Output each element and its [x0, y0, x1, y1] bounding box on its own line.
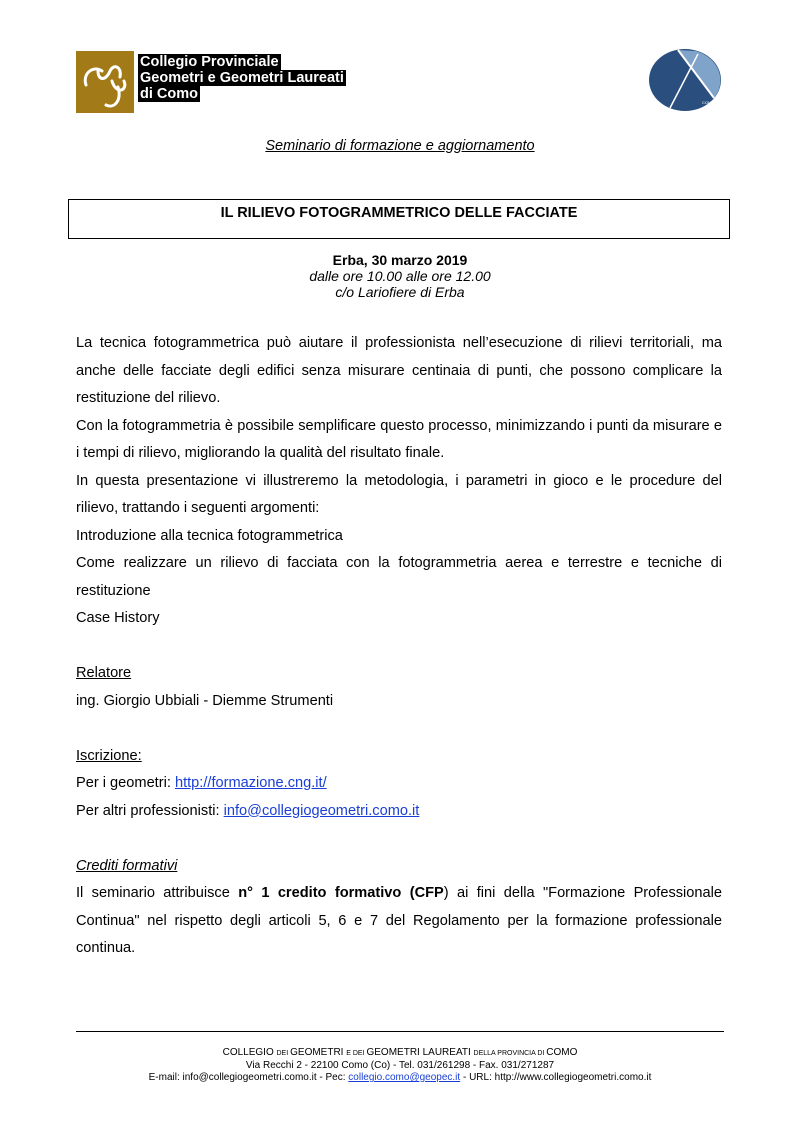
footer-address: Via Recchi 2 - 22100 Como (Co) - Tel. 031/261298 - Fax. 031/271287	[245, 1060, 555, 1071]
document-body	[76, 330, 722, 963]
footer-org-part: E DEI	[346, 1050, 367, 1057]
footer-org	[0, 1047, 800, 1060]
registration-heading: Iscrizione:	[76, 747, 142, 764]
topic-item: Come realizzare un rilievo di facciata con la fotogrammetria aerea e terrestre e tecniche di restituzione	[76, 555, 722, 599]
registration-others-label: Per altri professionisti:	[76, 802, 224, 819]
event-hours: dalle ore 10.00 alle ore 12.00	[309, 268, 491, 284]
body-paragraph-1: La tecnica fotogrammetrica può aiutare il professionista nell’esecuzione di rilievi territoriali, ma anche delle facciate degli edifici senza misurare centinaia di punti, che possono complicare la restituzione del rilievo.	[76, 335, 722, 406]
speaker-heading: Relatore	[76, 665, 132, 681]
college-logo	[76, 51, 356, 113]
logo-line-3: di Como	[140, 86, 198, 102]
footer-contacts	[0, 1072, 800, 1084]
footer-org-part: DEI	[276, 1050, 291, 1057]
college-logo-text	[138, 54, 346, 102]
footer-divider	[76, 1031, 724, 1032]
credits-text-end: ) ai fini della "Formazione Professionale Continua" nel rispetto degli articoli 5, 6 e 7 del Regolamento per la formazione professionale continua.	[76, 885, 722, 956]
footer	[0, 1047, 800, 1084]
credits-text	[76, 880, 722, 963]
footer-org-part: DELLA PROVINCIA DI	[473, 1050, 547, 1057]
credits-bold: n° 1 credito formativo (CFP	[238, 885, 444, 901]
event-date: Erba, 30 marzo 2019	[332, 252, 468, 268]
topic-item: Introduzione alla tecnica fotogrammetrica	[76, 527, 343, 544]
footer-url: - URL: http://www.collegiogeometri.como.it	[460, 1072, 652, 1083]
footer-org-part: GEOMETRI	[290, 1047, 347, 1058]
event-info	[0, 252, 800, 300]
cng-logo-mark	[76, 51, 134, 113]
document-title: IL RILIEVO FOTOGRAMMETRICO DELLE FACCIATE	[220, 205, 578, 221]
footer-email: E-mail: info@collegiogeometri.como.it - Pec:	[148, 1072, 349, 1083]
formazione-link[interactable]: http://formazione.cng.it/	[174, 775, 327, 791]
pec-link[interactable]: collegio.como@geopec.it	[348, 1072, 461, 1083]
body-paragraph-3: In questa presentazione vi illustreremo la metodologia, i parametri in gioco e le procedure del rilievo, trattando i seguenti argomenti:	[76, 472, 722, 516]
registration-others	[76, 798, 722, 826]
como-circle-logo	[648, 48, 722, 112]
title-box	[68, 199, 730, 239]
footer-org-part: COMO	[546, 1047, 578, 1058]
credits-heading: Crediti formativi	[76, 857, 178, 874]
body-paragraph-2: Con la fotogrammetria è possibile semplificare questo processo, minimizzando i punti da misurare e i tempi di rilievo, migliorando la qualità del risultato finale.	[76, 417, 722, 461]
topic-item: Case History	[76, 610, 160, 626]
registration-geometri	[76, 770, 722, 798]
seminar-type: Seminario di formazione e aggiornamento	[265, 138, 535, 154]
event-location: c/o Lariofiere di Erba	[335, 284, 465, 300]
footer-org-part: GEOMETRI LAUREATI	[366, 1047, 474, 1058]
right-logo-caption: COMO	[702, 100, 715, 105]
credits-text-start: Il seminario attribuisce	[76, 885, 239, 901]
logo-line-2: Geometri e Geometri Laureati	[140, 70, 344, 86]
footer-org-part: COLLEGIO	[222, 1047, 277, 1058]
email-link[interactable]: info@collegiogeometri.como.it	[223, 802, 420, 819]
registration-geometri-label: Per i geometri:	[76, 775, 175, 791]
logo-line-1: Collegio Provinciale	[140, 54, 279, 70]
speaker-name: ing. Giorgio Ubbiali - Diemme Strumenti	[76, 692, 334, 709]
